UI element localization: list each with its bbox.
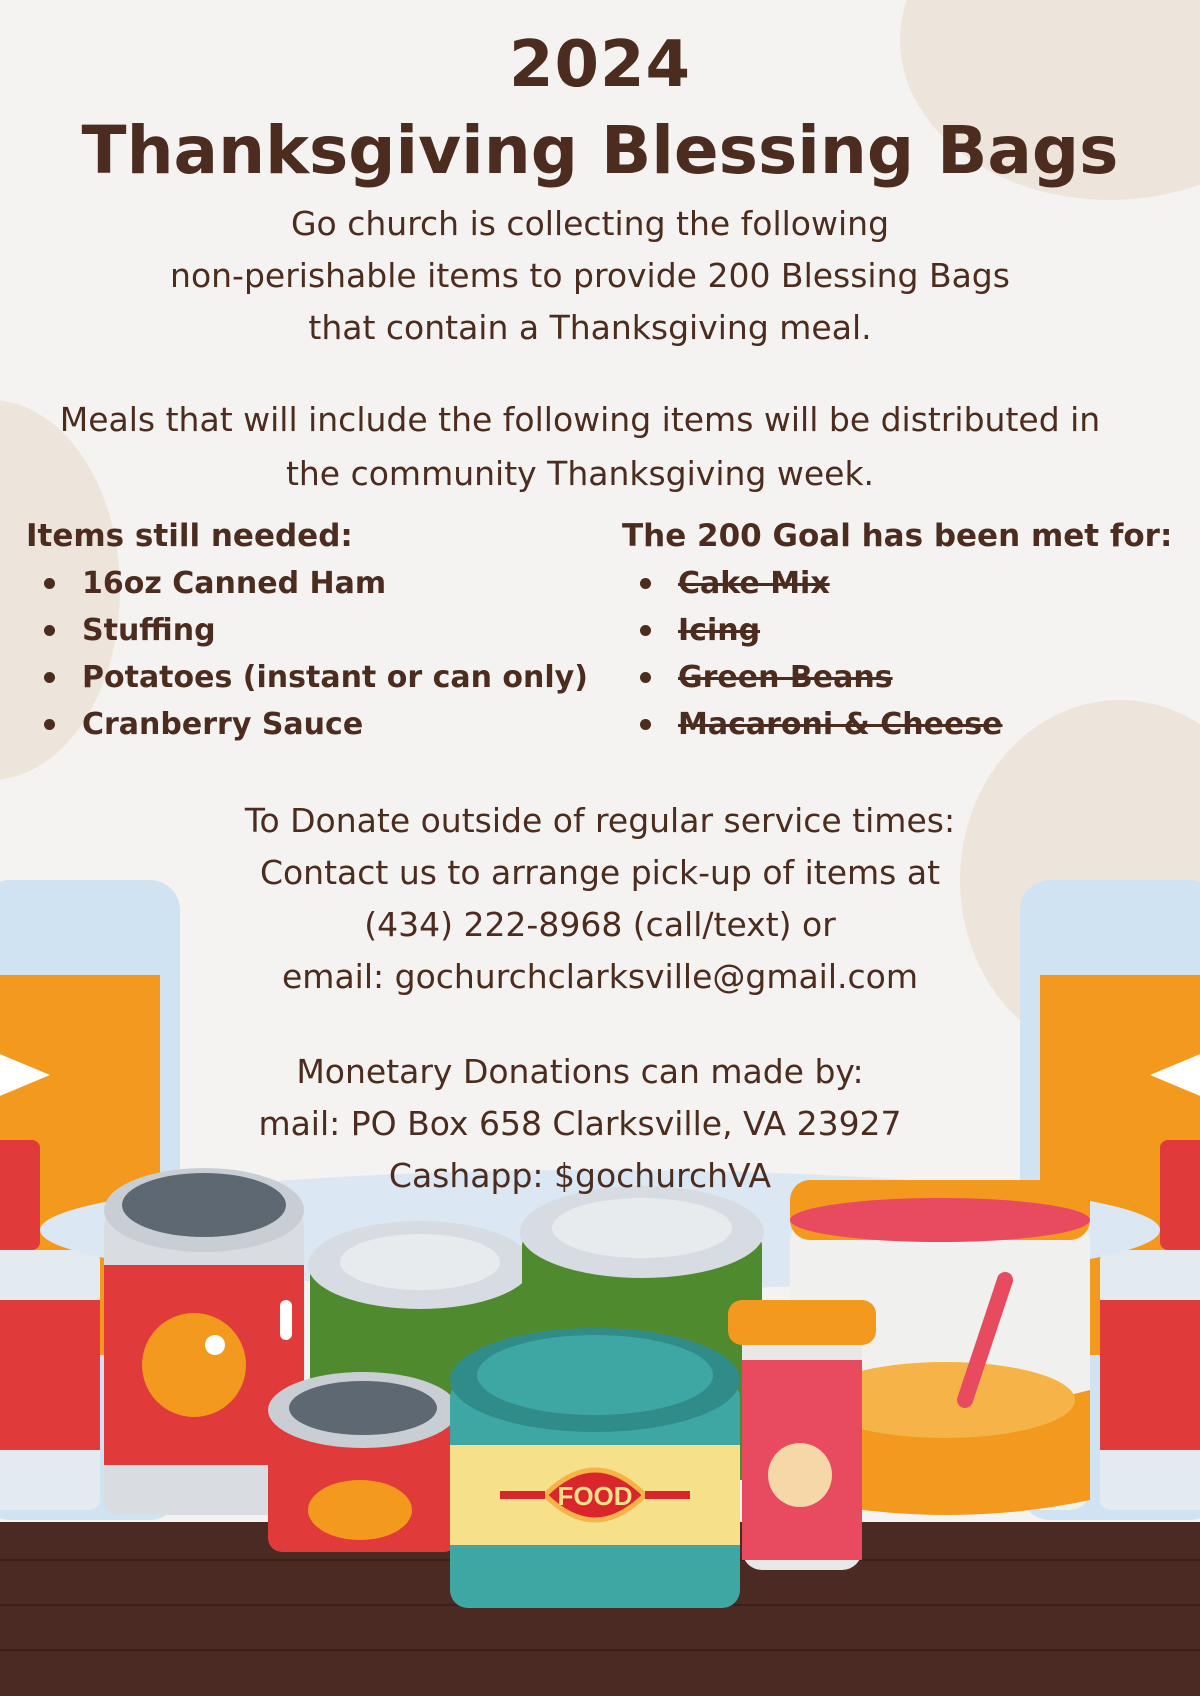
contact-info	[0, 795, 1200, 1003]
intro-line: Go church is collecting the following	[290, 204, 890, 243]
contact-line: To Donate outside of regular service times:	[244, 801, 956, 840]
meals-line: the community Thanksgiving week.	[285, 454, 875, 493]
poster-year: 2024	[508, 28, 692, 102]
email-address: email: gochurchclarksville@gmail.com	[282, 957, 918, 996]
items-needed-heading: Items still needed:	[26, 518, 353, 554]
list-item: 16oz Canned Ham	[82, 560, 588, 607]
list-item-struck: Cake Mix	[678, 560, 1172, 607]
list-item-struck: Green Beans	[678, 654, 1172, 701]
mailing-address: mail: PO Box 658 Clarksville, VA 23927	[258, 1104, 902, 1143]
donation-line: Monetary Donations can made by:	[296, 1052, 864, 1091]
list-item: Stuffing	[82, 607, 588, 654]
phone-number: (434) 222-8968 (call/text) or	[364, 905, 836, 944]
poster-title: Thanksgiving Blessing Bags	[81, 112, 1119, 189]
list-item-struck: Macaroni & Cheese	[678, 701, 1172, 748]
contact-line: Contact us to arrange pick-up of items at	[259, 853, 941, 892]
cashapp-handle: Cashapp: $gochurchVA	[388, 1156, 772, 1195]
can-label-text: FOOD	[557, 1481, 633, 1511]
baby-food-bottle-icon	[728, 1300, 876, 1570]
intro-line: that contain a Thanksgiving meal.	[308, 308, 872, 347]
list-item: Cranberry Sauce	[82, 701, 588, 748]
goal-met-heading: The 200 Goal has been met for:	[622, 518, 1173, 554]
intro-line: non-perishable items to provide 200 Blessing Bags	[170, 256, 1010, 295]
meals-line: Meals that will include the following items will be distributed in	[59, 400, 1101, 439]
food-can-icon	[450, 1328, 740, 1608]
monetary-donations	[0, 1046, 1160, 1202]
list-item-struck: Icing	[678, 607, 1172, 654]
food-can-icon	[268, 1372, 458, 1552]
list-item: Potatoes (instant or can only)	[82, 654, 588, 701]
